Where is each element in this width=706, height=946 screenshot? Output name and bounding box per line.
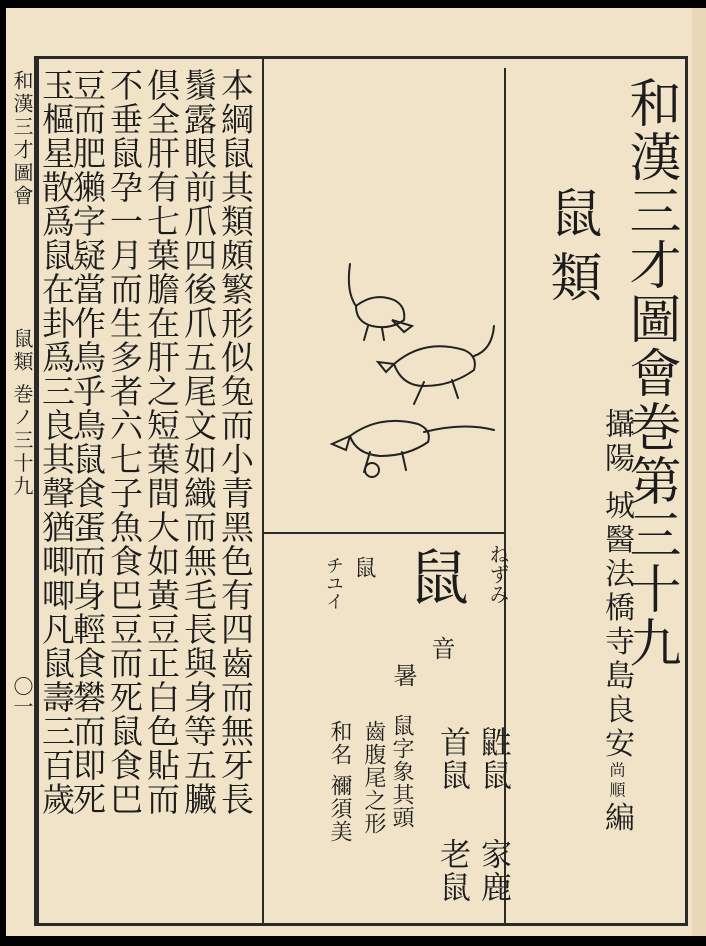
- author-line: [594, 408, 638, 836]
- synonym-2-a: 首鼠: [434, 726, 470, 792]
- text-column-6: 玉樞星散爲鼠在卦爲三良其聲猶唧唧凡鼠壽三百歲: [37, 68, 76, 816]
- author-note: 尚順: [607, 761, 626, 802]
- sound-value: 暑: [389, 663, 417, 687]
- note-line-1: 鼠字象其頭: [389, 714, 414, 829]
- text-column-3: 倶全肝有七葉膽在肝之短葉間大如黃豆正白色貼而: [142, 68, 181, 816]
- text-column-5: 豆而肥獺字疑當作鳥乎鳥鼠食蛋而身輕食礬而即死: [68, 68, 107, 816]
- illustration-bottom-rule: [262, 532, 505, 534]
- book-volume-title: 和漢三才圖會巻第三十九: [620, 76, 680, 670]
- synonym-1-a: 鼪鼠: [475, 726, 511, 792]
- page-content: [6, 8, 692, 936]
- text-illustration-divider: [262, 56, 264, 926]
- text-column-1: 本綱鼠其類頗繁形似兔而小青黑色有四齒而無牙長: [216, 68, 255, 816]
- text-column-2: 鬚露眼前爪四後爪五尾文如織而無毛長與身等五臟: [179, 68, 218, 816]
- variant-reading: チユイ: [323, 556, 344, 610]
- entry-glyph: 鼠: [399, 546, 469, 606]
- margin-chapter-label: 鼠類 巻ノ三十九: [10, 328, 34, 499]
- note-line-3: 和名 禰須美: [327, 720, 352, 843]
- margin-page-number: 〇一: [10, 676, 34, 716]
- adjacent-page-edge: [692, 8, 706, 936]
- rats-illustration: [306, 256, 516, 506]
- text-column-4: 不垂鼠孕一月而生多者六七子魚食巴豆而死鼠食巴: [105, 68, 144, 816]
- gutter-line: [34, 56, 36, 926]
- synonym-1-b: 家鹿: [475, 838, 511, 904]
- margin-book-title: 和漢三才圖會: [10, 70, 34, 208]
- author-suffix: 編: [599, 801, 634, 836]
- author-name: 攝陽 城醫法橋寺島良安: [599, 408, 634, 762]
- sound-label: 音: [427, 636, 455, 660]
- variant-glyph: 鼠: [351, 556, 376, 578]
- entry-reading: ねずみ: [486, 544, 510, 604]
- note-line-2: 齒腹尾之形: [361, 720, 386, 835]
- synonym-2-b: 老鼠: [434, 838, 470, 904]
- section-heading: 鼠類: [541, 186, 601, 314]
